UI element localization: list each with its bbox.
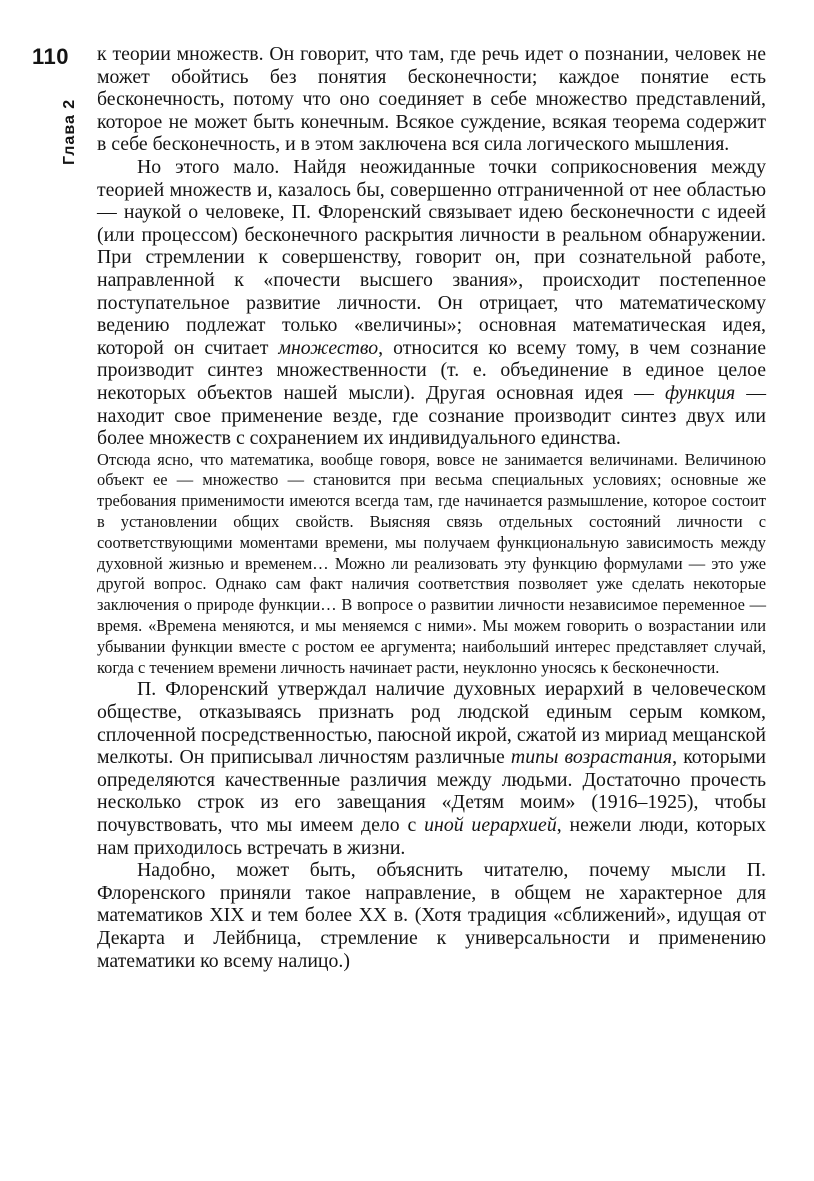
paragraph-2-part-1: Но этого мало. Найдя неожиданные точки соприкосновения между теорией множеств и, казалось бы, совершенно отграниченной от нее областью — наукой о человеке, П. Флоренский связывает идею бесконечности с идеей (или процессом) бесконечного раскрытия личности в реальном обнаружении. При стремлении к совершенству, говорит он, при сознательной работе, направленной к «почести высшего звания», происходит постепенное поступательное развитие личности. Он отрицает, что математическому ведению подлежат только «величины»; основная математическая идея, которой он считает <box>97 155 766 359</box>
paragraph-2 <box>97 156 766 450</box>
paragraph-2-emphasis-1: множество <box>278 336 379 359</box>
paragraph-4: Надобно, может быть, объяснить читателю, почему мысли П. Флоренского приняли такое направление, в общем не характерное для математиков XIX и тем более XX в. (Хотя традиция «сближений», идущая от Декарта и Лейбница, стремление к универсальности и применению математики ко всему налицо.) <box>97 859 766 972</box>
paragraph-3 <box>97 678 766 859</box>
paragraph-3-emphasis-1: типы возрастания <box>510 746 673 769</box>
paragraph-3-emphasis-2: иной иерархией <box>424 814 557 837</box>
paragraph-3-part-1: П. Флоренский утверждал наличие духовных иерархий в человеческом обществе, отказываясь признать род людской единым серым комком, сплоченной посредственностью, паюсной икрой, сжатой из мириад мещанской мелкоты. Он приписывал личностям различные <box>97 678 766 769</box>
chapter-label: Глава 2 <box>61 98 78 165</box>
paragraph-2-part-3: — находит свое применение везде, где сознание производит синтез двух или более множеств с сохранением их индивидуального единства. <box>97 381 767 450</box>
paragraph-3-part-2: , которыми определяются качественные различия между людьми. Достаточно прочесть несколько строк из его завещания «Детям моим» (1916–1925), чтобы почувствовать, что мы имеем дело с <box>97 746 767 837</box>
block-quote: Отсюда ясно, что математика, вообще говоря, вовсе не занимается величинами. Величиною объект ее — множество — становится при весьма специальных условиях; основные же требования применимости имеются всегда там, где начинается размышление, которое состоит в установлении общих свойств. Выясняя связь отдельных состояний личности с соответствующими моментами времени, мы получаем функциональную зависимость между духовной жизнью и временем… Можно ли реализовать эту функцию формулами — это уже другой вопрос. Однако сам факт наличия соответствия позволяет уже сделать некоторые заключения о природе функции… В вопросе о развитии личности независимое переменное — время. «Времена меняются, и мы меняемся с ними». Мы можем говорить о возрастании или убывании функции вместе с ростом ее аргумента; наибольший интерес представляет случай, когда с течением времени личность начинает расти, неуклонно уносясь к бесконечности. <box>97 449 766 677</box>
paragraph-3-part-3: , нежели люди, которых нам приходилось встречать в жизни. <box>97 814 766 859</box>
paragraph-1: к теории множеств. Он говорит, что там, где речь идет о познании, человек не может обойтись без понятия бесконечности; каждое понятие есть бесконечность, потому что оно соединяет в себе множество представлений, которое не может быть конечным. Всякое суждение, всякая теорема содержит в себе бесконечность, и в этом заключена вся сила логического мышления. <box>97 43 766 156</box>
paragraph-2-emphasis-2: функция <box>664 381 736 404</box>
paragraph-2-part-2: , относится ко всему тому, в чем сознание производит синтез множественности (т. е. объединение в единое целое некоторых объектов нашей мысли). Другая основная идея — <box>97 336 766 404</box>
page-number: 110 <box>32 44 69 69</box>
page-body <box>97 43 766 972</box>
